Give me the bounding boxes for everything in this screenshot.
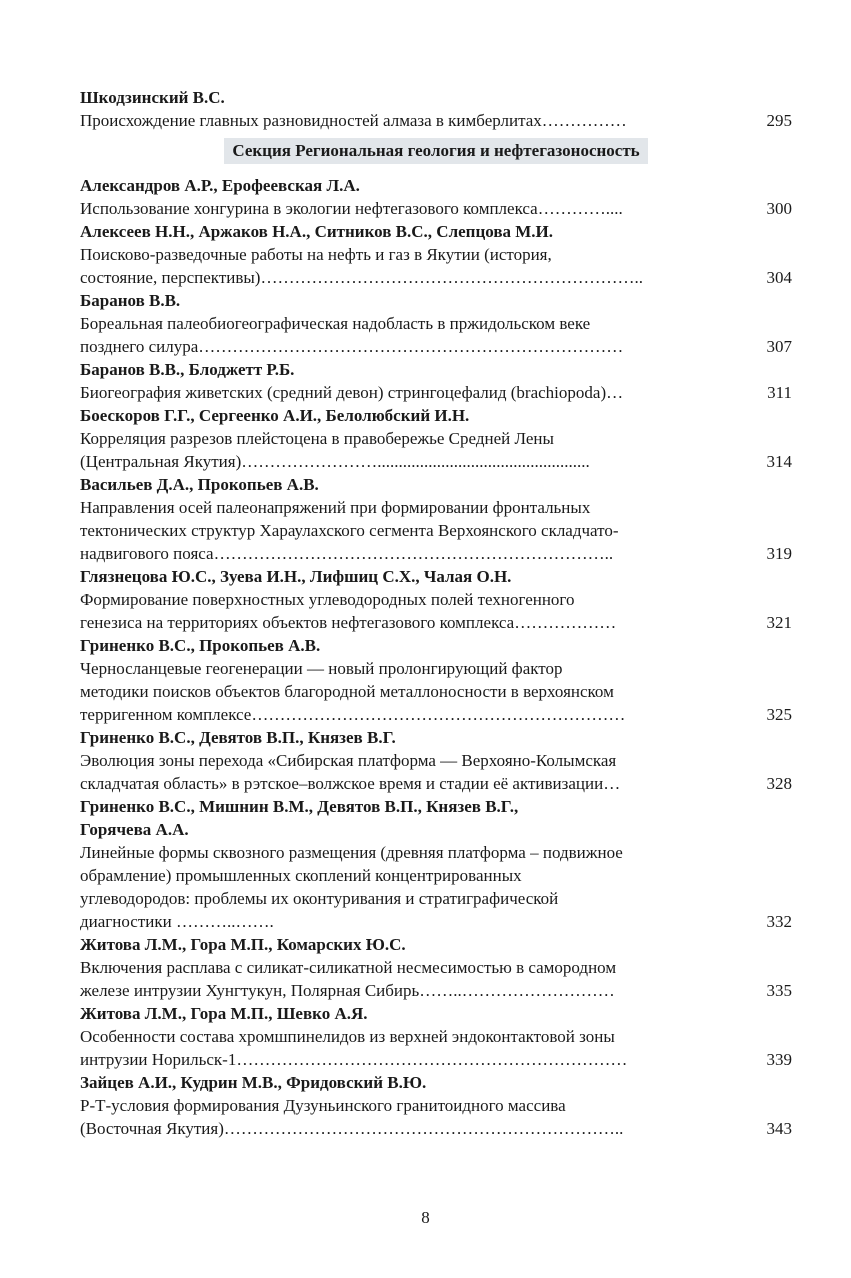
entry-title-line [80,749,792,772]
entry-title-text: терригенном комплексе………………………………………………………… [80,705,626,724]
entry-title-text: диагностики ………..……. [80,912,274,931]
entry-title-text: надвигового пояса…………………………………………………………….. [80,544,614,563]
entry-authors: Александров А.Р., Ерофеевская Л.А. [80,176,360,195]
entry-title-text: Корреляция разрезов плейстоцена в правобережье Средней Лены [80,429,554,448]
entry-title-line [80,335,792,358]
entry-authors: Боескоров Г.Г., Сергеенко А.И., Белолюбский И.Н. [80,406,470,425]
entry-title-text: Биогеография живетских (средний девон) стрингоцефалид (brachiopoda)… [80,383,624,402]
entry-title-line [80,657,792,680]
entry-page-number: 332 [766,912,792,931]
entry-title-line [80,197,792,220]
entry-page-number: 319 [766,544,792,563]
entry-title-text: Бореальная палеобиогеографическая надобласть в пржидольском веке [80,314,591,333]
entry-page-number: 311 [767,383,792,402]
entry-title-line [80,887,792,910]
entry-page-number: 339 [766,1050,792,1069]
entry-authors: Гриненко В.С., Мишнин В.М., Девятов В.П., Князев В.Г., [80,797,519,816]
entry-page-number: 335 [766,981,792,1000]
toc-entry [80,565,792,634]
toc-entry [80,1071,792,1140]
entry-title-line [80,979,792,1002]
entry-title-text: складчатая область» в рэтское–волжское время и стадии её активизации… [80,774,621,793]
entry-title-line [80,1117,792,1140]
toc-entry [80,358,792,404]
entry-page-number: 328 [766,774,792,793]
section-title: Секция Региональная геология и нефтегазоносность [224,138,647,164]
entry-title-line [80,542,792,565]
entry-title-line [80,611,792,634]
entry-title-line [80,1048,792,1071]
toc-entry-group [80,86,792,132]
entry-title-line [80,243,792,266]
entry-title-line [80,427,792,450]
entry-title-line [80,1094,792,1117]
entry-authors: Гриненко В.С., Прокопьев А.В. [80,636,321,655]
entry-authors: Житова Л.М., Гора М.П., Шевко А.Я. [80,1004,368,1023]
toc-entry [80,174,792,220]
entry-page-number: 300 [766,199,792,218]
entry-title-text: углеводородов: проблемы их оконтуривания и стратиграфической [80,889,559,908]
entry-title-line [80,864,792,887]
entry-title-line [80,680,792,703]
entry-title-line [80,496,792,519]
entry-title-text: Р-Т-условия формирования Дузуньинского гранитоидного массива [80,1096,566,1115]
toc-entry [80,933,792,1002]
entry-title-line [80,1025,792,1048]
entry-title-line [80,312,792,335]
entry-page-number: 325 [766,705,792,724]
entry-title-text: генезиса на территориях объектов нефтегазового комплекса……………… [80,613,617,632]
entry-title-text: Формирование поверхностных углеводородных полей техногенного [80,590,575,609]
toc-entry [80,1002,792,1071]
entry-title-text: тектонических структур Хараулахского сегмента Верхоянского складчато- [80,521,619,540]
section-heading [80,138,792,164]
entry-authors: Житова Л.М., Гора М.П., Комарских Ю.С. [80,935,406,954]
toc-entry [80,634,792,726]
entry-authors: Баранов В.В. [80,291,181,310]
table-of-contents [80,86,792,1140]
entry-authors: Глязнецова Ю.С., Зуева И.Н., Лифшиц С.Х., Чалая О.Н. [80,567,512,586]
toc-entry [80,726,792,795]
entry-title-text: Особенности состава хромшпинелидов из верхней эндоконтактовой зоны [80,1027,615,1046]
entry-page-number: 321 [766,613,792,632]
entry-title-text: Направления осей палеонапряжений при формировании фронтальных [80,498,591,517]
toc-entry [80,473,792,565]
entry-title-line [80,588,792,611]
entry-page-number: 295 [766,111,792,130]
entry-page-number: 343 [766,1119,792,1138]
entry-title-line [80,519,792,542]
entry-title-line [80,841,792,864]
entry-title-text: Эволюция зоны перехода «Сибирская платформа — Верхояно-Колымская [80,751,617,770]
entry-authors: Гриненко В.С., Девятов В.П., Князев В.Г. [80,728,396,747]
entry-authors: Баранов В.В., Блоджетт Р.Б. [80,360,295,379]
toc-entry [80,220,792,289]
entry-page-number: 307 [766,337,792,356]
entry-title-text: Включения расплава с силикат-силикатной несмесимостью в самородном [80,958,617,977]
entry-title-text: Черносланцевые геогенерации — новый пролонгирующий фактор [80,659,563,678]
entry-title-text: Происхождение главных разновидностей алмаза в кимберлитах…………… [80,111,627,130]
entry-title-text: обрамление) промышленных скоплений концентрированных [80,866,522,885]
entry-title-line [80,956,792,979]
entry-title-text: (Восточная Якутия)…………………………………………………………….. [80,1119,624,1138]
entry-title-text: (Центральная Якутия)…………………….................................................. [80,452,590,471]
toc-entry [80,289,792,358]
entry-title-text: состояние, перспективы)………………………………………………………….. [80,268,643,287]
toc-entry [80,404,792,473]
entry-authors: Шкодзинский В.С. [80,88,225,107]
entry-authors: Алексеев Н.Н., Аржаков Н.А., Ситников В.С., Слепцова М.И. [80,222,554,241]
entry-title-line [80,450,792,473]
toc-entry [80,795,792,933]
entry-title-text: интрузии Норильск-1…………………………………………………………… [80,1050,628,1069]
entry-title-line [80,772,792,795]
entry-title-text: железе интрузии Хунгтукун, Полярная Сибирь……..……………………… [80,981,615,1000]
toc-entry [80,86,792,132]
entry-title-line [80,381,792,404]
entry-title-line [80,109,792,132]
entry-title-line [80,910,792,933]
entry-page-number: 304 [766,268,792,287]
page-number: 8 [421,1208,430,1227]
entry-authors: Васильев Д.А., Прокопьев А.В. [80,475,319,494]
toc-entry-group [80,174,792,1140]
entry-title-text: Линейные формы сквозного размещения (древняя платформа – подвижное [80,843,623,862]
entry-authors: Зайцев А.И., Кудрин М.В., Фридовский В.Ю. [80,1073,427,1092]
entry-title-line [80,266,792,289]
entry-authors: Горячева А.А. [80,820,189,839]
entry-title-line [80,703,792,726]
entry-title-text: Использование хонгурина в экологии нефтегазового комплекса………….... [80,199,623,218]
entry-page-number: 314 [766,452,792,471]
entry-title-text: методики поисков объектов благородной металлоносности в верхоянском [80,682,614,701]
entry-title-text: Поисково-разведочные работы на нефть и газ в Якутии (история, [80,245,552,264]
entry-title-text: позднего силура………………………………………………………………… [80,337,624,356]
